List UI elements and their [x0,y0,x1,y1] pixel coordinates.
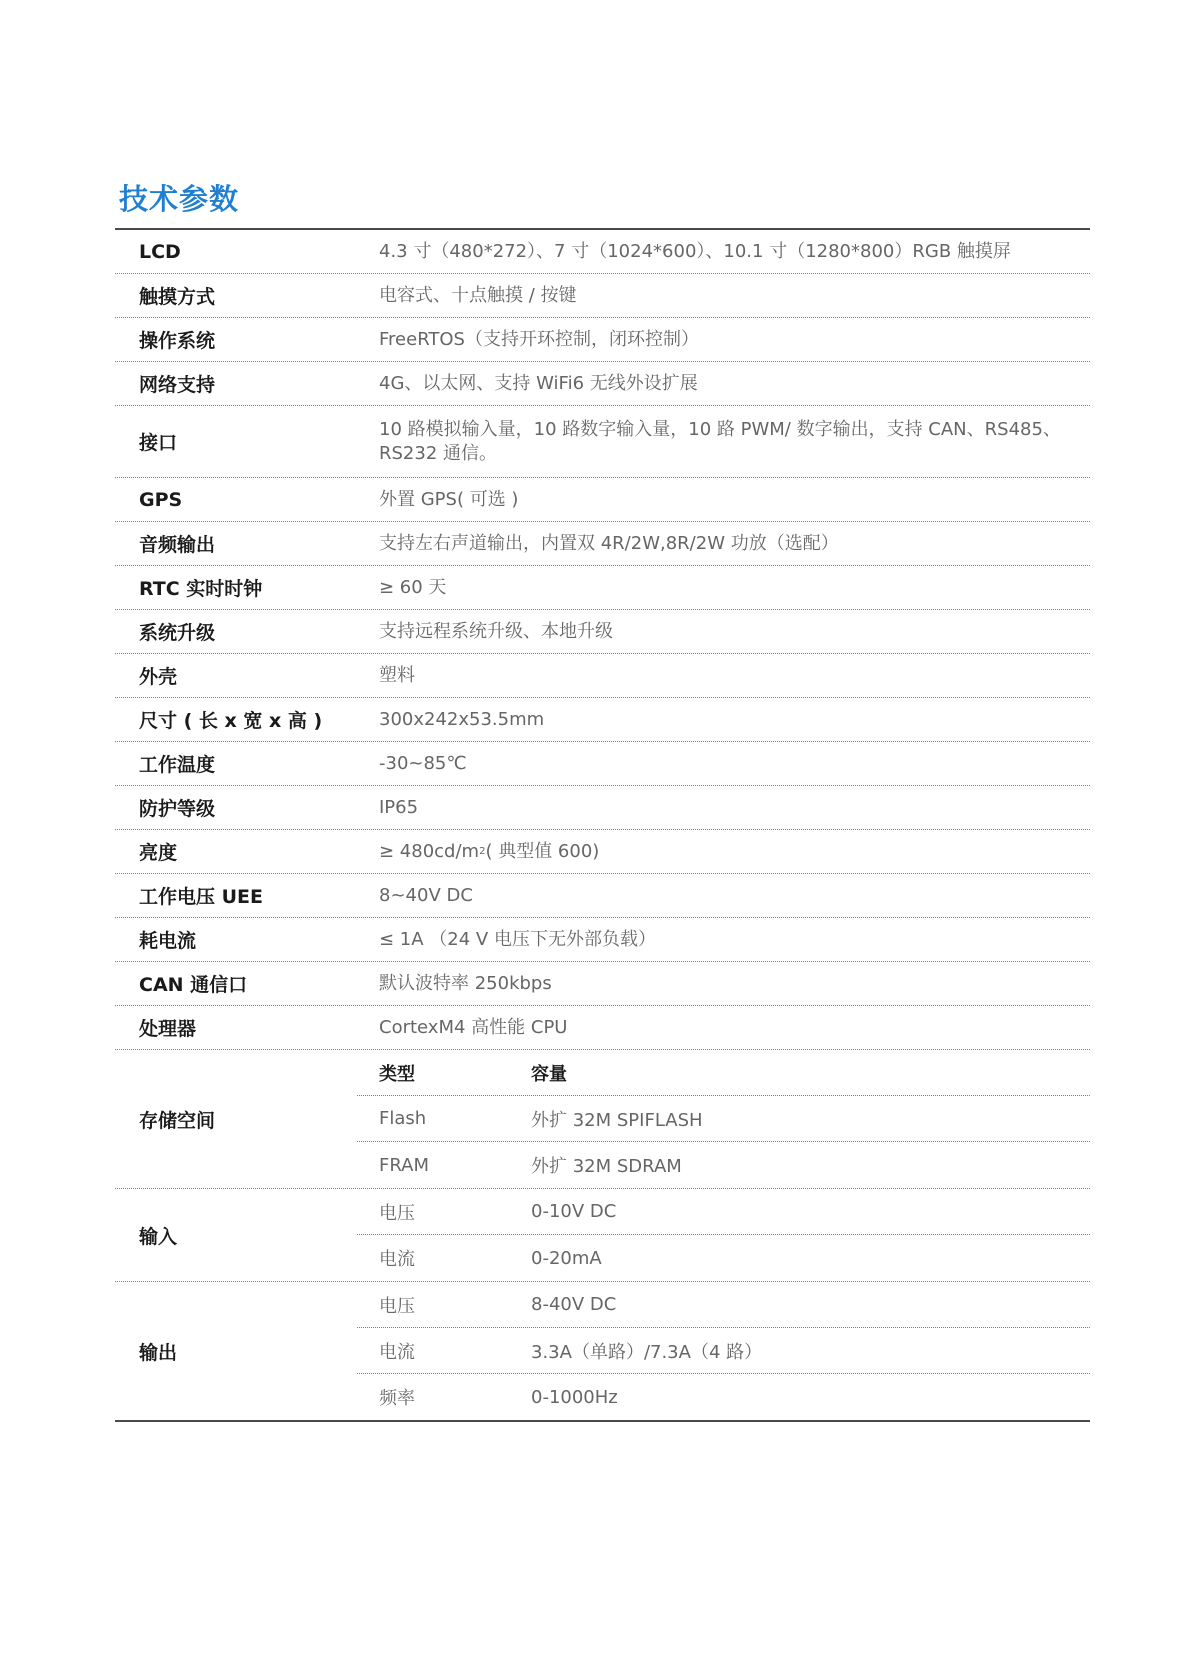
spec-value: 10 路模拟输入量，10 路数字输入量，10 路 PWM/ 数字输出，支持 CAN、RS485、RS232 通信。 [379,418,1061,464]
spec-row-rtc [115,566,1090,610]
storage-header-row [357,1050,1090,1096]
output-key: 电压 [379,1295,415,1317]
spec-value: 支持左右声道输出，内置双 4R/2W,8R/2W 功放（选配） [379,532,839,554]
spec-row-storage [115,1050,1090,1189]
input-row-current [357,1235,1090,1281]
output-key: 频率 [379,1388,415,1409]
output-row-voltage [357,1282,1090,1328]
superscript: 2 [479,845,486,857]
spec-label: 接口 [139,432,178,454]
spec-table [115,228,1090,1422]
spec-label: RTC 实时时钟 [139,578,263,600]
spec-row-temperature [115,742,1090,786]
input-subtable [379,1189,1090,1281]
brightness-value: ≥ 480cd/m [379,840,480,862]
spec-row-input [115,1189,1090,1282]
spec-label: 音频输出 [139,534,216,556]
spec-value [379,830,1090,873]
storage-type: Flash [379,1108,427,1129]
spec-label: 触摸方式 [139,286,216,308]
spec-label: 外壳 [139,666,178,688]
output-value: 3.3A（单路）/7.3A（4 路） [531,1341,763,1363]
spec-row-upgrade [115,610,1090,654]
storage-type: FRAM [379,1154,429,1176]
brightness-note: ( 典型值 600) [485,840,600,862]
spec-label: 网络支持 [139,374,216,396]
spec-label: 工作电压 UEE [139,886,264,908]
spec-label: 输出 [139,1341,178,1364]
spec-row-brightness [115,830,1090,874]
spec-label: 存储空间 [139,1109,216,1132]
spec-label: GPS [139,488,183,511]
spec-value: 外置 GPS( 可选 ) [379,488,519,510]
spec-label: 系统升级 [139,622,216,644]
spec-row-gps [115,478,1090,522]
input-key: 电压 [379,1202,415,1224]
output-key: 电流 [379,1341,415,1363]
spec-value: CortexM4 高性能 CPU [379,1016,568,1038]
output-value: 8-40V DC [531,1294,617,1315]
spec-label: 操作系统 [139,330,216,352]
spec-row-network [115,362,1090,406]
storage-subtable [379,1050,1090,1188]
storage-capacity-header: 容量 [531,1063,567,1085]
spec-value: 4.3 寸（480*272）、7 寸（1024*600）、10.1 寸（1280*800）RGB 触摸屏 [379,240,1011,262]
spec-row-processor [115,1006,1090,1050]
spec-row-audio [115,522,1090,566]
spec-row-shell [115,654,1090,698]
spec-label: LCD [139,240,181,263]
storage-capacity: 外扩 32M SPIFLASH [531,1109,703,1131]
spec-value: 4G、以太网、支持 WiFi6 无线外设扩展 [379,372,698,394]
spec-label: 尺寸 ( 长 x 宽 x 高 ) [139,710,323,732]
spec-label: 耗电流 [139,930,197,952]
input-value: 0-10V DC [531,1201,617,1222]
spec-value: 默认波特率 250kbps [379,972,552,994]
spec-value: 支持远程系统升级、本地升级 [379,620,613,642]
storage-row-fram [357,1142,1090,1188]
output-subtable [379,1282,1090,1420]
input-key: 电流 [379,1249,415,1270]
spec-label: 处理器 [139,1018,197,1040]
spec-value: ≤ 1A （24 V 电压下无外部负载） [379,928,656,950]
spec-value: FreeRTOS（支持开环控制，闭环控制） [379,328,699,350]
storage-capacity: 外扩 32M SDRAM [531,1156,682,1177]
spec-row-interface [115,406,1090,478]
spec-row-voltage [115,874,1090,918]
input-value: 0-20mA [531,1247,602,1269]
spec-value: -30~85℃ [379,752,467,774]
spec-value: 300x242x53.5mm [379,708,545,730]
output-value: 0-1000Hz [531,1386,618,1408]
spec-row-os [115,318,1090,362]
spec-label: 输入 [139,1225,178,1248]
spec-label: 防护等级 [139,798,216,820]
spec-row-current [115,918,1090,962]
input-row-voltage [357,1189,1090,1235]
storage-type-header: 类型 [379,1063,415,1085]
spec-row-size [115,698,1090,742]
spec-value: 塑料 [379,664,415,686]
spec-row-can [115,962,1090,1006]
spec-value: IP65 [379,796,419,818]
spec-row-touch [115,274,1090,318]
page-title: 技术参数 [119,182,240,216]
spec-row-protection [115,786,1090,830]
spec-value: ≥ 60 天 [379,576,447,598]
spec-label: 亮度 [139,842,178,864]
spec-row-lcd [115,230,1090,274]
spec-label: 工作温度 [139,754,216,776]
output-row-current [357,1328,1090,1374]
spec-label: CAN 通信口 [139,974,248,996]
spec-row-output [115,1282,1090,1420]
spec-value: 8~40V DC [379,884,473,906]
output-row-frequency [357,1374,1090,1420]
storage-row-flash [357,1096,1090,1142]
spec-value: 电容式、十点触摸 / 按键 [379,284,577,306]
